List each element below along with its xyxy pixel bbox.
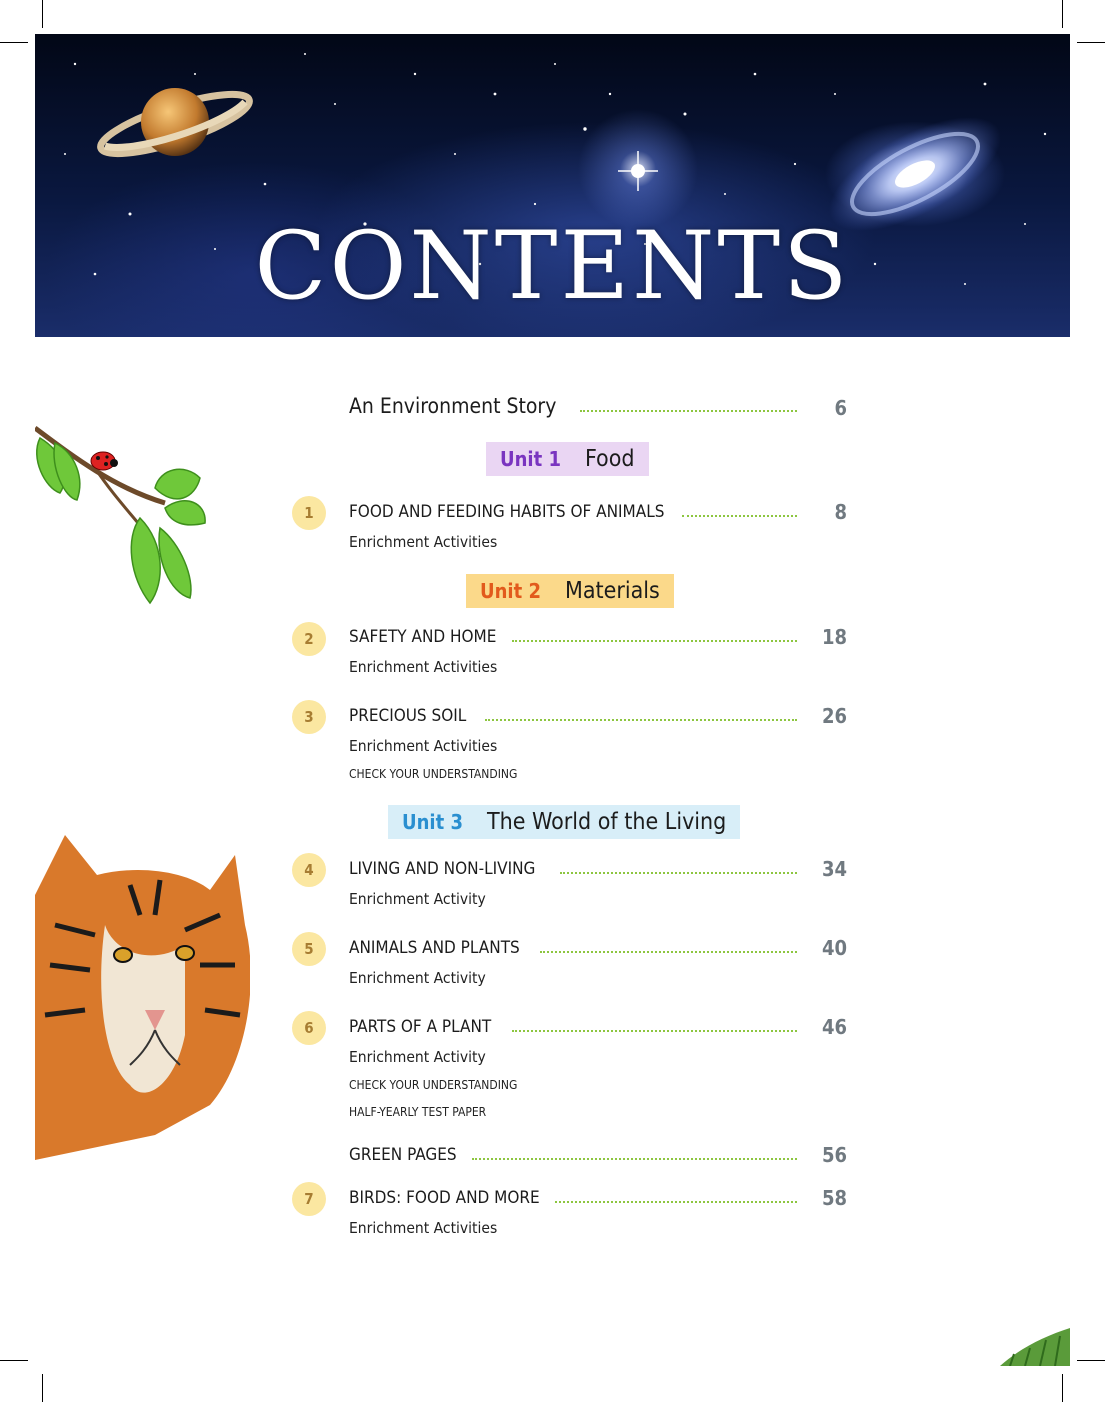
page-number: 58 [821, 1186, 847, 1210]
leader-dots [580, 410, 797, 412]
unit-heading-3 [388, 805, 740, 839]
toc-sub-entry[interactable]: Enrichment Activities [349, 658, 498, 676]
toc-entry-title[interactable]: An Environment Story [349, 394, 557, 418]
toc-entry-title[interactable]: ANIMALS AND PLANTS [349, 938, 520, 958]
leader-dots [560, 872, 797, 874]
toc-sub-entry[interactable]: CHECK YOUR UNDERSTANDING [349, 1078, 518, 1092]
leader-dots [682, 515, 797, 517]
toc-sub-entry[interactable]: Enrichment Activity [349, 969, 486, 987]
leader-dots [555, 1201, 797, 1203]
unit-name: The World of the Living [486, 809, 727, 835]
unit-name: Materials [564, 578, 660, 604]
leader-dots [512, 1030, 797, 1032]
toc-sub-entry[interactable]: CHECK YOUR UNDERSTANDING [349, 767, 518, 781]
leader-dots [512, 640, 797, 642]
chapter-number-badge: 3 [292, 700, 326, 734]
leader-dots [485, 719, 797, 721]
page-number: 8 [834, 500, 847, 524]
page-number: 18 [821, 625, 847, 649]
page-number: 40 [821, 936, 847, 960]
chapter-number-badge: 6 [292, 1011, 326, 1045]
toc-entry-title[interactable]: SAFETY AND HOME [349, 627, 497, 647]
toc-sub-entry[interactable]: HALF-YEARLY TEST PAPER [349, 1105, 487, 1119]
toc-sub-entry[interactable]: Enrichment Activities [349, 737, 498, 755]
toc-sub-entry[interactable]: Enrichment Activity [349, 890, 486, 908]
chapter-number-badge: 7 [292, 1182, 326, 1216]
chapter-number-badge: 2 [292, 622, 326, 656]
chapter-number-badge: 5 [292, 932, 326, 966]
toc-sub-entry[interactable]: Enrichment Activities [349, 533, 498, 551]
page-number: 26 [821, 704, 847, 728]
page-number: 34 [821, 857, 847, 881]
leader-dots [540, 951, 797, 953]
unit-heading-2 [466, 574, 674, 608]
unit-label: Unit 1 [500, 447, 561, 471]
page-number: 46 [821, 1015, 847, 1039]
toc-sub-entry[interactable]: Enrichment Activities [349, 1219, 498, 1237]
toc-entry-title[interactable]: GREEN PAGES [349, 1145, 457, 1165]
unit-label: Unit 3 [402, 810, 463, 834]
toc-entry-title[interactable]: BIRDS: FOOD AND MORE [349, 1188, 540, 1208]
toc-entry-title[interactable]: LIVING AND NON-LIVING [349, 859, 536, 879]
toc-entry-title[interactable]: FOOD AND FEEDING HABITS OF ANIMALS [349, 502, 665, 522]
unit-label: Unit 2 [480, 579, 541, 603]
toc-entry-title[interactable]: PRECIOUS SOIL [349, 706, 467, 726]
toc-entry-title[interactable]: PARTS OF A PLANT [349, 1017, 492, 1037]
chapter-number-badge: 1 [292, 496, 326, 530]
page-number: 6 [834, 396, 847, 420]
unit-name: Food [584, 446, 635, 472]
page-number: 56 [821, 1143, 847, 1167]
leader-dots [472, 1158, 797, 1160]
toc-sub-entry[interactable]: Enrichment Activity [349, 1048, 486, 1066]
unit-heading-1 [486, 442, 649, 476]
page-title: CONTENTS [254, 212, 851, 321]
chapter-number-badge: 4 [292, 853, 326, 887]
